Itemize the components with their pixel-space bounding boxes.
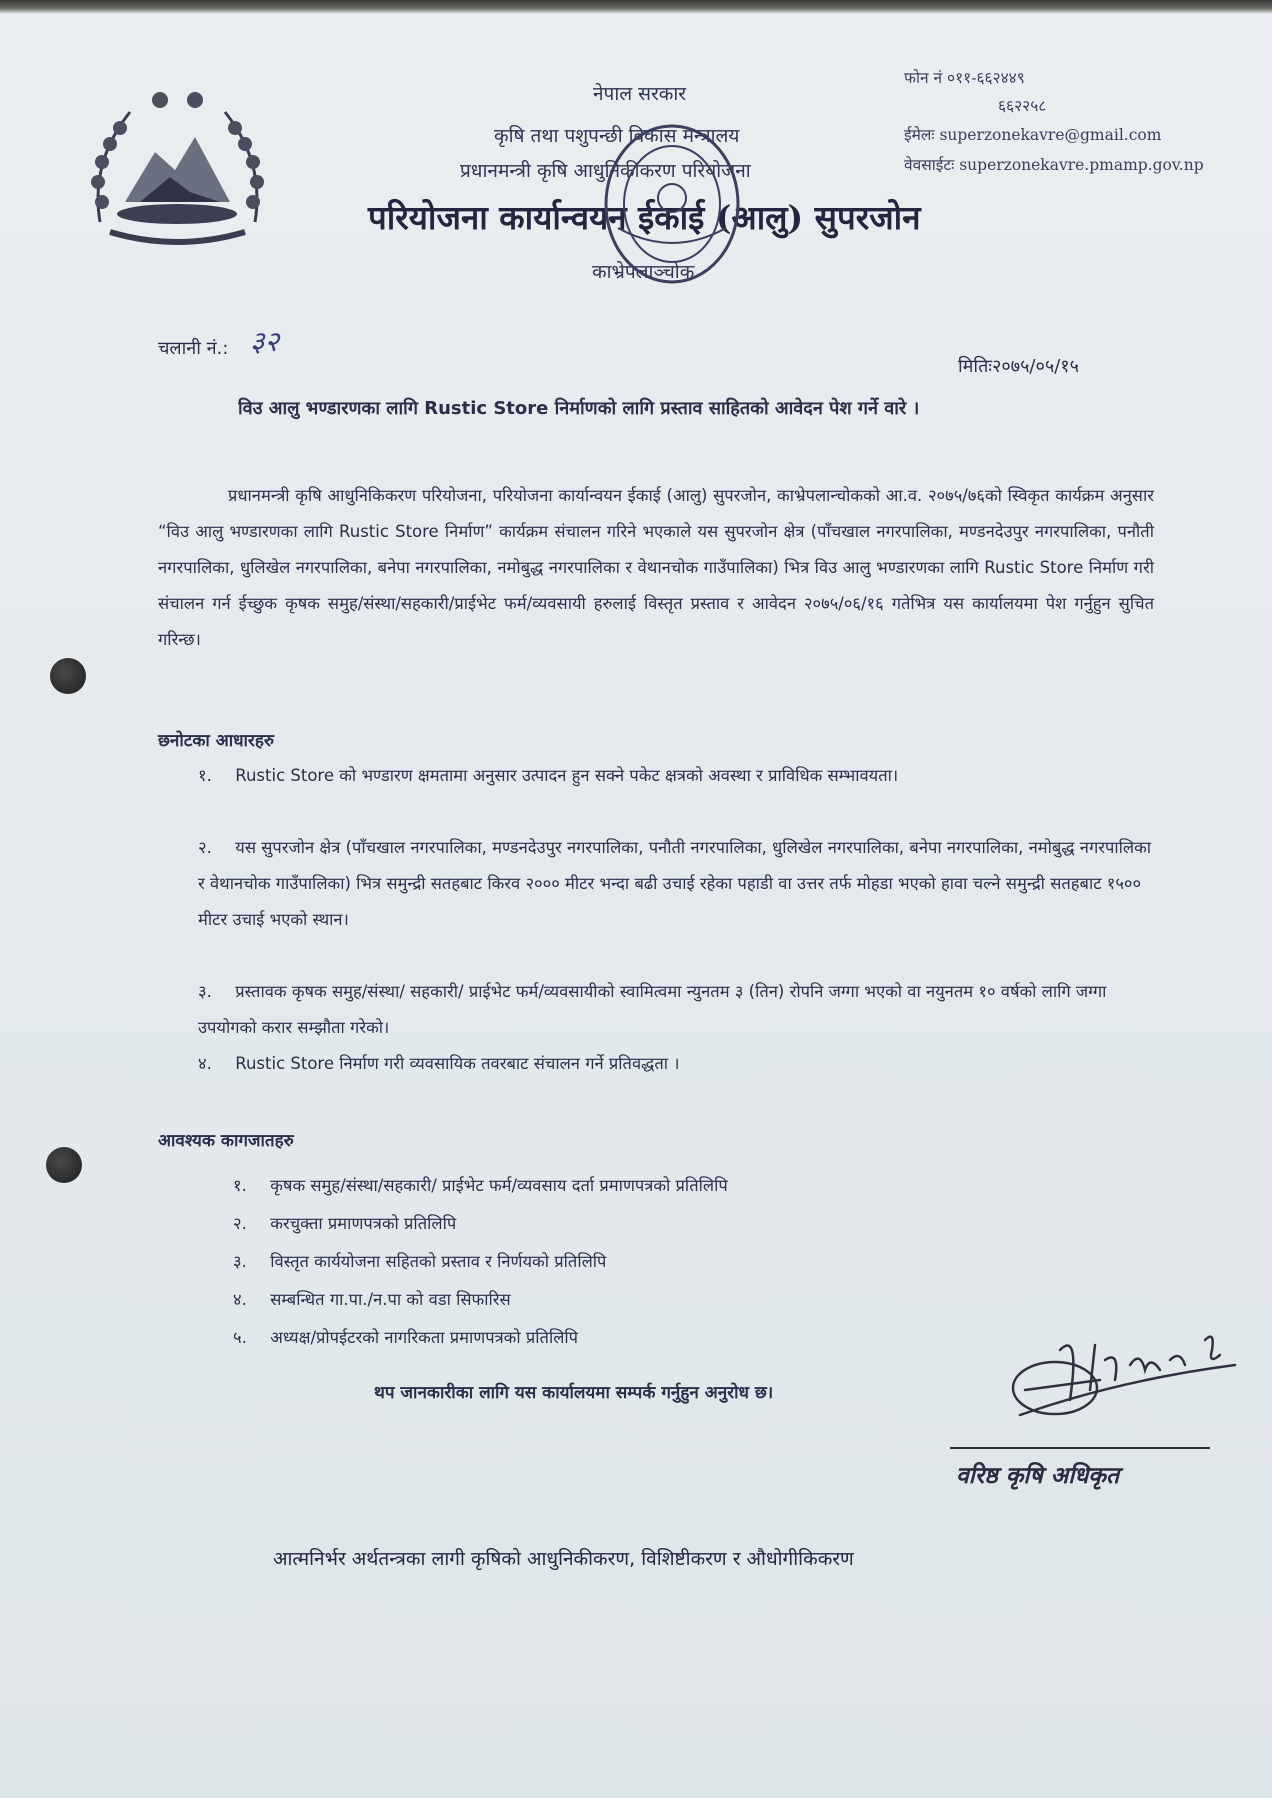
body-paragraph: प्रधानमन्त्री कृषि आधुनिकिकरण परियोजना, परियोजना कार्यान्वयन ईकाई (आलु) सुपरजोन, काभ्रेपलान्चोकको आ.व. २०७५/७६को स्विकृत कार्यक्रम अनुसार “विउ आलु भण्डारणका लागि Rustic Store निर्माण” कार्यक्रम संचालन गरिने भएकाले यस सुपरजोन क्षेत्र (पाँचखाल नगरपालिका, मण्डनदेउपुर नगरपालिका, पनौती नगरपालिका, धुलिखेल नगरपालिका, बनेपा नगरपालिका, नमोबुद्ध नगरपालिका र वेथानचोक गाउँपालिका) भित्र विउ आलु भण्डारणका लागि Rustic Store निर्माण गरी संचालन गर्न ईच्छुक कृषक समुह/संस्था/सहकारी/प्राईभेट फर्म/व्यवसायी हरुलाई विस्तृत प्रस्ताव र आवेदन २०७५/०६/१६ गतेभित्र यस कार्यालयमा पेश गर्नुहुन सुचित गरिन्छ। [158,486,1154,649]
criteria-item [198,974,1154,1046]
document-item [233,1244,1133,1280]
page-top-edge [0,0,1272,14]
document-item [233,1282,1133,1318]
header-ministry: कृषि तथा पशुपन्छी विकास मन्त्रालय [494,125,740,147]
document-item [233,1206,1133,1242]
documents-heading: आवश्यक कागजातहरु [158,1131,294,1151]
criteria-item-text: Rustic Store निर्माण गरी व्यवसायिक तवरबाट संचालन गर्ने प्रतिवद्धता । [235,1054,680,1073]
header-location: काभ्रेपलाञ्चोक [592,261,695,283]
handwritten-signature [1000,1320,1240,1430]
punch-hole [46,1147,82,1183]
document-item-number: ३. [233,1252,247,1271]
criteria-item-text: Rustic Store को भण्डारण क्षमतामा अनुसार उत्पादन हुन सक्ने पकेट क्षत्रको अवस्था र प्राविधिक सम्भावयता। [235,766,899,785]
document-item [233,1168,1133,1204]
criteria-item-text: प्रस्तावक कृषक समुह/संस्था/ सहकारी/ प्राईभेट फर्म/व्यवसायीको स्वामित्वमा न्युनतम ३ (तिन) रोपनि जग्गा भएको वा नयुनतम १० वर्षको लागि जग्गा उपयोगको करार सम्झौता गरेको। [198,982,1107,1037]
signature-line [950,1447,1210,1449]
criteria-item-text: यस सुपरजोन क्षेत्र (पाँचखाल नगरपालिका, मण्डनदेउपुर नगरपालिका, पनौती नगरपालिका, धुलिखेल नगरपालिका, बनेपा नगरपालिका, नमोबुद्ध नगरपालिका र वेथानचोक गाउँपालिका) भित्र समुन्द्री सतहबाट किरव २००० मीटर भन्दा बढी उचाई रहेका पहाडी वा उत्तर तर्फ मोहडा भएको हावा चल्ने समुन्द्री सतहबाट १५०० मीटर उचाई भएको स्थान। [198,838,1152,929]
contact-phone: फोन नं ०११-६६२४४९ [904,69,1025,87]
contact-website: वेवसाईटः superzonekavre.pmamp.gov.np [904,156,1204,174]
contact-phone-2: ६६२२५८ [998,97,1047,115]
criteria-heading: छनोटका आधारहरु [158,731,275,751]
document-item-text: करचुक्ता प्रमाणपत्रको प्रतिलिपि [270,1214,457,1233]
header-unit-title: परियोजना कार्यान्वयन ईकाई (आलु) सुपरजोन [368,198,921,237]
document-item-text: विस्तृत कार्ययोजना सहितको प्रस्ताव र निर्णयको प्रतिलिपि [270,1252,607,1271]
criteria-item-number: ४. [198,1054,212,1073]
document-item-number: ५. [233,1328,247,1347]
header-govt: नेपाल सरकार [593,83,687,105]
nepal-emblem-icon [80,82,275,257]
contact-email: ईमेलः superzonekavre@gmail.com [904,126,1162,144]
office-seal-stamp [598,118,746,290]
signatory-title: वरिष्ठ कृषि अधिकृत [956,1463,1120,1489]
letter-date: मितिः२०७५/०५/१५ [958,356,1079,377]
document-item-text: अध्यक्ष/प्रोपईटरको नागरिकता प्रमाणपत्रको प्रतिलिपि [270,1328,579,1347]
document-item-text: सम्बन्धित गा.पा./न.पा को वडा सिफारिस [270,1290,511,1309]
header-project: प्रधानमन्त्री कृषि आधुनिकीकरण परियोजना [460,160,751,182]
chalani-number: ३२ [250,325,280,358]
document-item-number: १. [233,1176,247,1195]
criteria-item [198,830,1154,938]
closing-request: थप जानकारीका लागि यस कार्यालयमा सम्पर्क गर्नुहुन अनुरोध छ। [374,1383,774,1403]
criteria-item-number: ३. [198,982,212,1001]
criteria-item [198,758,1154,794]
punch-hole [50,658,86,694]
chalani-label: चलानी नं.: [158,338,229,359]
footer-motto: आत्मनिर्भर अर्थतन्त्रका लागी कृषिको आधुनिकीकरण, विशिष्टीकरण र औधोगीकिकरण [273,1548,854,1570]
document-item-text: कृषक समुह/संस्था/सहकारी/ प्राईभेट फर्म/व्यवसाय दर्ता प्रमाणपत्रको प्रतिलिपि [270,1176,728,1195]
document-item [233,1320,1133,1356]
document-item-number: ४. [233,1290,247,1309]
criteria-item-number: १. [198,766,212,785]
criteria-item-number: २. [198,838,212,857]
criteria-item [198,1046,1154,1082]
letter-subject: विउ आलु भण्डारणका लागि Rustic Store निर्माणको लागि प्रस्ताव साहितको आवेदन पेश गर्ने वारे । [238,398,920,419]
document-item-number: २. [233,1214,247,1233]
